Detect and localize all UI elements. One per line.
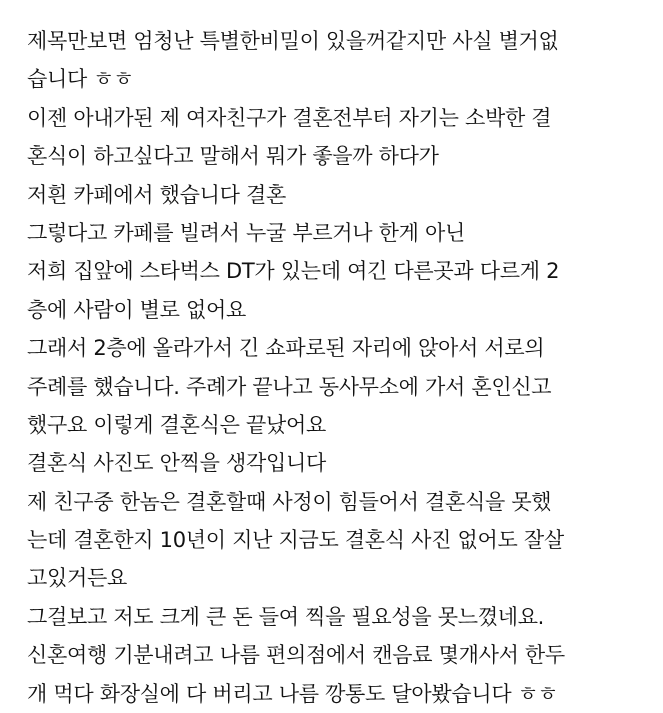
text-line: 그걸보고 저도 크게 큰 돈 들여 찍을 필요성을 못느꼈네요. [27,604,545,629]
text-line: 개 먹다 화장실에 다 버리고 나름 깡통도 달아봤습니다 ㅎㅎ [27,681,558,706]
text-line: 주례를 했습니다. 주례가 끝나고 동사무소에 가서 혼인신고 [27,374,552,399]
text-line: 결혼식 사진도 안찍을 생각입니다 [27,451,326,476]
text-line: 저흰 카페에서 했습니다 결혼 [27,182,286,207]
text-line: 층에 사람이 별로 없어요 [27,297,246,322]
text-line: 고있거든요 [27,566,127,591]
text-line: 그래서 2층에 올라가서 긴 쇼파로된 자리에 앉아서 서로의 [27,336,545,361]
text-line: 그렇다고 카페를 빌려서 누굴 부르거나 한게 아닌 [27,220,465,245]
text-line: 저희 집앞에 스타벅스 DT가 있는데 여긴 다른곳과 다르게 2 [27,259,560,284]
text-line: 신혼여행 기분내려고 나름 편의점에서 캔음료 몇개사서 한두 [27,643,565,668]
text-line: 습니다 ㅎㅎ [27,67,134,92]
text-line: 는데 결혼한지 10년이 지난 지금도 결혼식 사진 없어도 잘살 [27,528,564,553]
text-line: 했구요 이렇게 결혼식은 끝났어요 [27,412,326,437]
text-line: 이젠 아내가된 제 여자친구가 결혼전부터 자기는 소박한 결 [27,105,552,130]
text-line: 제목만보면 엄청난 특별한비밀이 있을꺼같지만 사실 별거없 [27,29,559,53]
text-line: 혼식이 하고싶다고 말해서 뭐가 좋을까 하다가 [27,144,439,169]
post-body [27,22,647,713]
text-line: 제 친구중 한놈은 결혼할때 사정이 힘들어서 결혼식을 못했 [27,489,552,514]
